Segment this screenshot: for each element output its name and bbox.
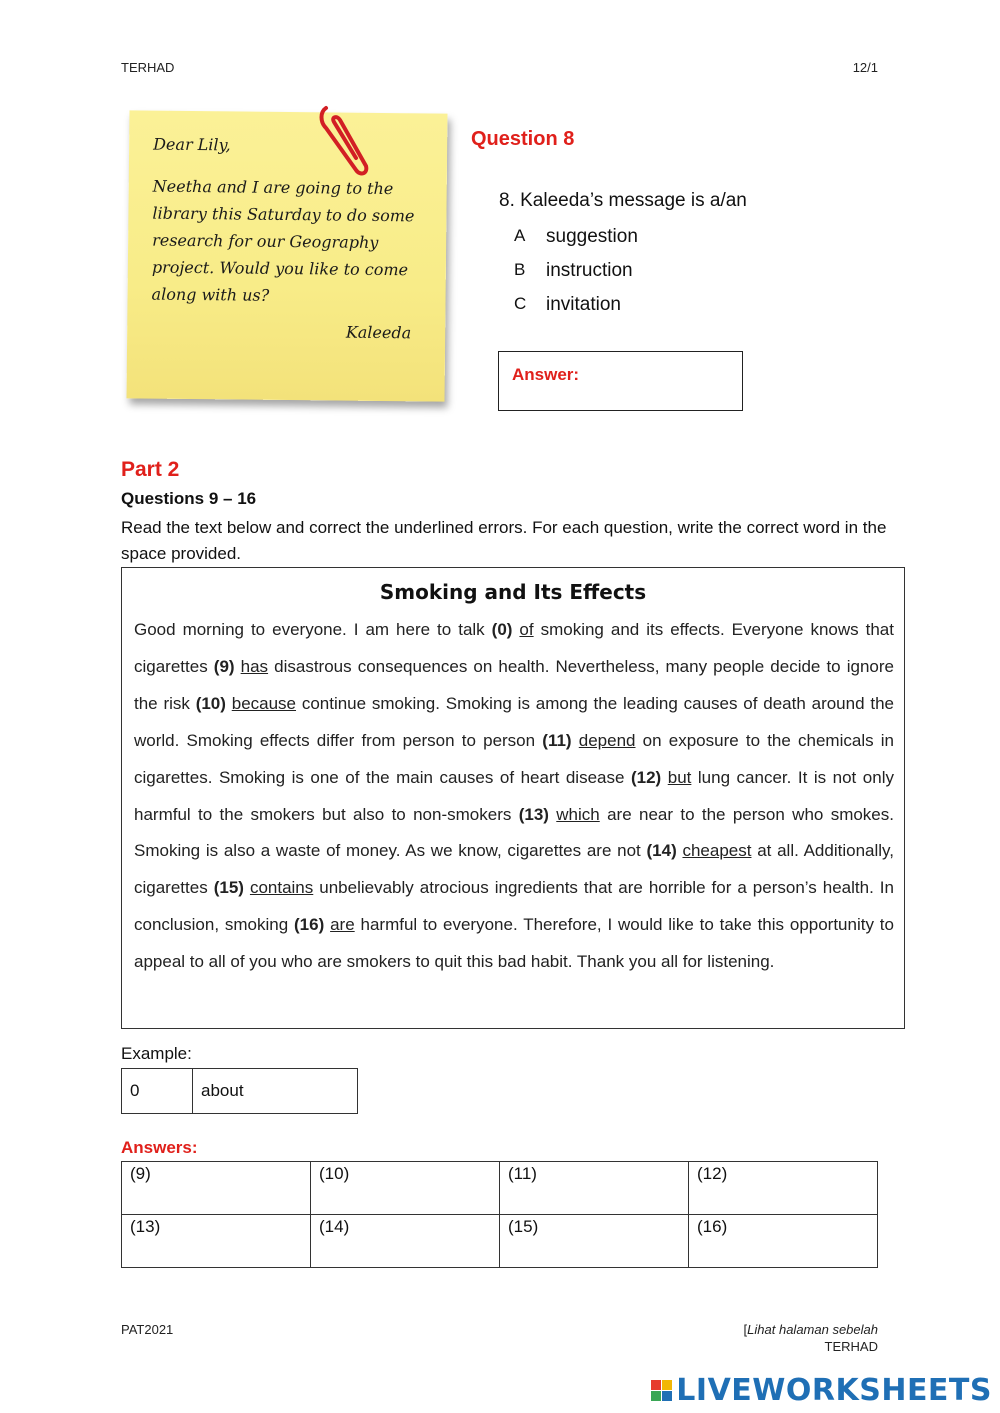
footer-classification: TERHAD (824, 1339, 878, 1354)
option-text: instruction (546, 260, 633, 281)
question-number: (0) (491, 620, 513, 639)
question-8-title: Question 8 (471, 128, 575, 150)
answers-table (121, 1161, 878, 1268)
answer-cell-14[interactable]: (14) (311, 1215, 500, 1268)
option-b[interactable] (514, 260, 633, 282)
brand-grid-icon (651, 1380, 672, 1401)
example-label: Example: (121, 1044, 192, 1063)
option-letter: C (514, 294, 527, 313)
question-number: (11) (542, 730, 572, 750)
question-number: (14) (646, 841, 677, 861)
option-a[interactable] (514, 226, 638, 248)
answer-cell-15[interactable]: (15) (500, 1215, 689, 1268)
question-number: (12) (630, 767, 662, 787)
option-c[interactable] (514, 294, 621, 316)
option-letter: B (514, 260, 526, 279)
underlined-word: but (667, 767, 692, 787)
instructions: Read the text below and correct the underlined errors. For each question, write the correct word in the space provided. (121, 518, 887, 563)
example-number: 0 (122, 1069, 193, 1114)
answer-cell-11[interactable]: (11) (500, 1162, 689, 1215)
liveworksheets-logo[interactable] (651, 1373, 992, 1408)
answer-cell-10[interactable]: (10) (311, 1162, 500, 1215)
answer-cell-16[interactable]: (16) (689, 1215, 878, 1268)
answer-label: Answer: (512, 365, 580, 384)
option-letter: A (514, 226, 526, 245)
note-body: Neetha and I are going to the library this Saturday to do some research for our Geography project. Would you like to come along with us? (151, 176, 415, 305)
question-8-stem: 8. Kaleeda’s message is a/an (499, 190, 747, 211)
note-greeting: Dear Lily, (153, 134, 231, 155)
answers-label: Answers: (121, 1138, 198, 1157)
paperclip-icon (316, 100, 370, 180)
underlined-word: depend (578, 730, 636, 750)
part-2-title: Part 2 (121, 458, 180, 481)
option-text: suggestion (546, 226, 638, 247)
question-number: (10) (195, 693, 226, 713)
answer-cell-12[interactable]: (12) (689, 1162, 878, 1215)
passage-box (121, 567, 905, 1029)
example-answer: about (193, 1069, 358, 1114)
passage-title: Smoking and Its Effects (379, 580, 647, 604)
header-left: TERHAD (121, 60, 175, 75)
question-number: (16) (294, 915, 325, 935)
question-8-answer-box[interactable] (498, 351, 743, 411)
footer-left: PAT2021 (121, 1322, 174, 1337)
underlined-word: contains (249, 878, 314, 898)
underlined-word: which (556, 804, 600, 824)
brand-name: LIVEWORKSHEETS (676, 1373, 992, 1408)
note-signature: Kaleeda (345, 322, 412, 343)
underlined-word: of (519, 620, 534, 639)
example-table (121, 1068, 358, 1114)
question-number: (13) (518, 804, 549, 824)
question-number: (15) (213, 878, 244, 898)
question-range: Questions 9 – 16 (121, 489, 257, 508)
sticky-note (127, 110, 448, 401)
underlined-word: because (231, 693, 297, 713)
underlined-word: has (240, 656, 269, 676)
answer-cell-13[interactable]: (13) (122, 1215, 311, 1268)
passage-text: Good morning to everyone. I am here to talk (0) of smoking and its effects. Everyone knows that cigarettes (9) has disastrous consequences on health. Nevertheless, many people decide to ignore the risk (10) because continue smoking. Smoking is among the leading causes of death around the world. Smoking effects differ from person to person (11) depend on exposure to the chemicals in cigarettes. Smoking is one of the main causes of heart disease (12) but lung cancer. It is not only harmful to the smokers but also to non-smokers (13) which are near to the person who smokes. Smoking is also a waste of money. As we know, cigarettes are not (14) cheapest at all. Additionally, cigarettes (15) contains unbelievably atrocious ingredients that are horrible for a person’s health. In conclusion, smoking (16) are harmful to everyone. Therefore, I would like to take this opportunity to appeal to all of you who are smokers to quit this bad habit. Thank you all for listening. (134, 620, 895, 972)
answer-cell-9[interactable]: (9) (122, 1162, 311, 1215)
underlined-word: cheapest (682, 841, 752, 861)
page-number: 12/1 (852, 60, 878, 75)
option-text: invitation (546, 294, 621, 315)
footer-note: [Lihat halaman sebelah (743, 1322, 878, 1337)
question-number: (9) (213, 656, 235, 676)
underlined-word: are (330, 915, 355, 935)
